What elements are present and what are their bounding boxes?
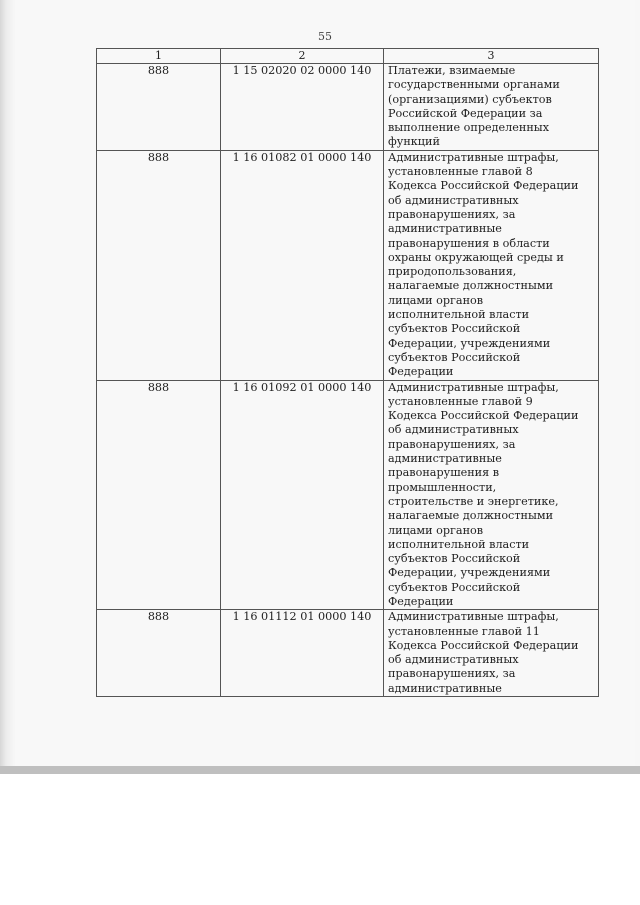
revenue-name-line: Кодекса Российской Федерации [388,638,579,652]
table-row [97,150,599,380]
revenue-name-line: исполнительной власти [388,308,530,322]
budget-classification-code-cell: 1 15 02020 02 0000 140 [221,64,384,151]
revenue-name-line: налагаемые должностными [388,279,554,293]
revenue-name-cell [384,150,599,380]
revenue-name-line: Административные штрафы, [388,150,559,164]
revenue-name-line: Административные штрафы, [388,380,559,394]
revenue-name-line: субъектов Российской [388,552,521,566]
budget-classification-code-cell: 1 16 01092 01 0000 140 [221,380,384,610]
revenue-name-line: лицами органов [388,523,484,537]
revenue-name-cell [384,610,599,697]
revenue-name-line: Кодекса Российской Федерации [388,409,579,423]
revenue-name-line: природопользования, [388,265,517,279]
table-header-row [97,49,599,64]
revenue-name-cell [384,380,599,610]
revenue-name-line: функций [388,135,440,149]
budget-classification-code-cell: 1 16 01082 01 0000 140 [221,150,384,380]
revenue-name-line: Федерации, учреждениями [388,336,551,350]
revenue-name-line: Федерации [388,594,454,608]
revenue-name-line: правонарушениях, за [388,437,516,451]
table-row [97,380,599,610]
table-row [97,610,599,697]
revenue-name-line: правонарушениях, за [388,667,516,681]
revenue-name-line: Российской Федерации за [388,106,543,120]
revenue-name-cell [384,64,599,151]
revenue-name-line: исполнительной власти [388,537,530,551]
revenue-name-line: Платежи, взимаемые [388,64,516,77]
revenue-name-line: лицами органов [388,293,484,307]
revenue-name-line: установленные главой 9 [388,394,533,408]
revenue-name-line: административные [388,681,502,695]
revenue-name-line: об административных [388,653,519,667]
revenue-name-line: административные [388,452,502,466]
revenue-name-line: Административные штрафы, [388,610,559,624]
revenue-name-line: субъектов Российской [388,322,521,336]
column-header-2: 2 [221,49,384,64]
table-row [97,64,599,151]
admin-code-cell: 888 [97,380,221,610]
revenue-name-line: Федерации [388,365,454,379]
scan-edge [0,766,640,774]
budget-classification-code-cell: 1 16 01112 01 0000 140 [221,610,384,697]
revenue-name-line: об административных [388,423,519,437]
revenue-name-line: промышленности, [388,480,497,494]
revenue-name-line: административные [388,222,502,236]
revenue-name-line: установленные главой 11 [388,624,540,638]
revenue-name-line: налагаемые должностными [388,509,554,523]
column-header-3: 3 [384,49,599,64]
admin-code-cell: 888 [97,150,221,380]
revenue-name-line: Кодекса Российской Федерации [388,179,579,193]
revenue-name-line: субъектов Российской [388,350,521,364]
column-header-1: 1 [97,49,221,64]
revenue-name-line: охраны окружающей среды и [388,250,564,264]
revenue-name-line: (организациями) субъектов [388,92,552,106]
revenue-name-line: установленные главой 8 [388,165,533,179]
revenue-name-line: государственными органами [388,78,560,92]
revenue-name-line: об административных [388,193,519,207]
revenue-name-line: Федерации, учреждениями [388,566,551,580]
revenue-name-line: правонарушения в [388,466,500,480]
admin-code-cell: 888 [97,610,221,697]
revenue-name-line: правонарушениях, за [388,207,516,221]
revenue-name-line: выполнение определенных [388,121,550,135]
admin-code-cell: 888 [97,64,221,151]
page-number: 55 [318,30,332,43]
revenue-name-line: правонарушения в области [388,236,550,250]
revenue-codes-table [96,48,599,697]
revenue-name-line: субъектов Российской [388,580,521,594]
revenue-name-line: строительстве и энергетике, [388,494,559,508]
